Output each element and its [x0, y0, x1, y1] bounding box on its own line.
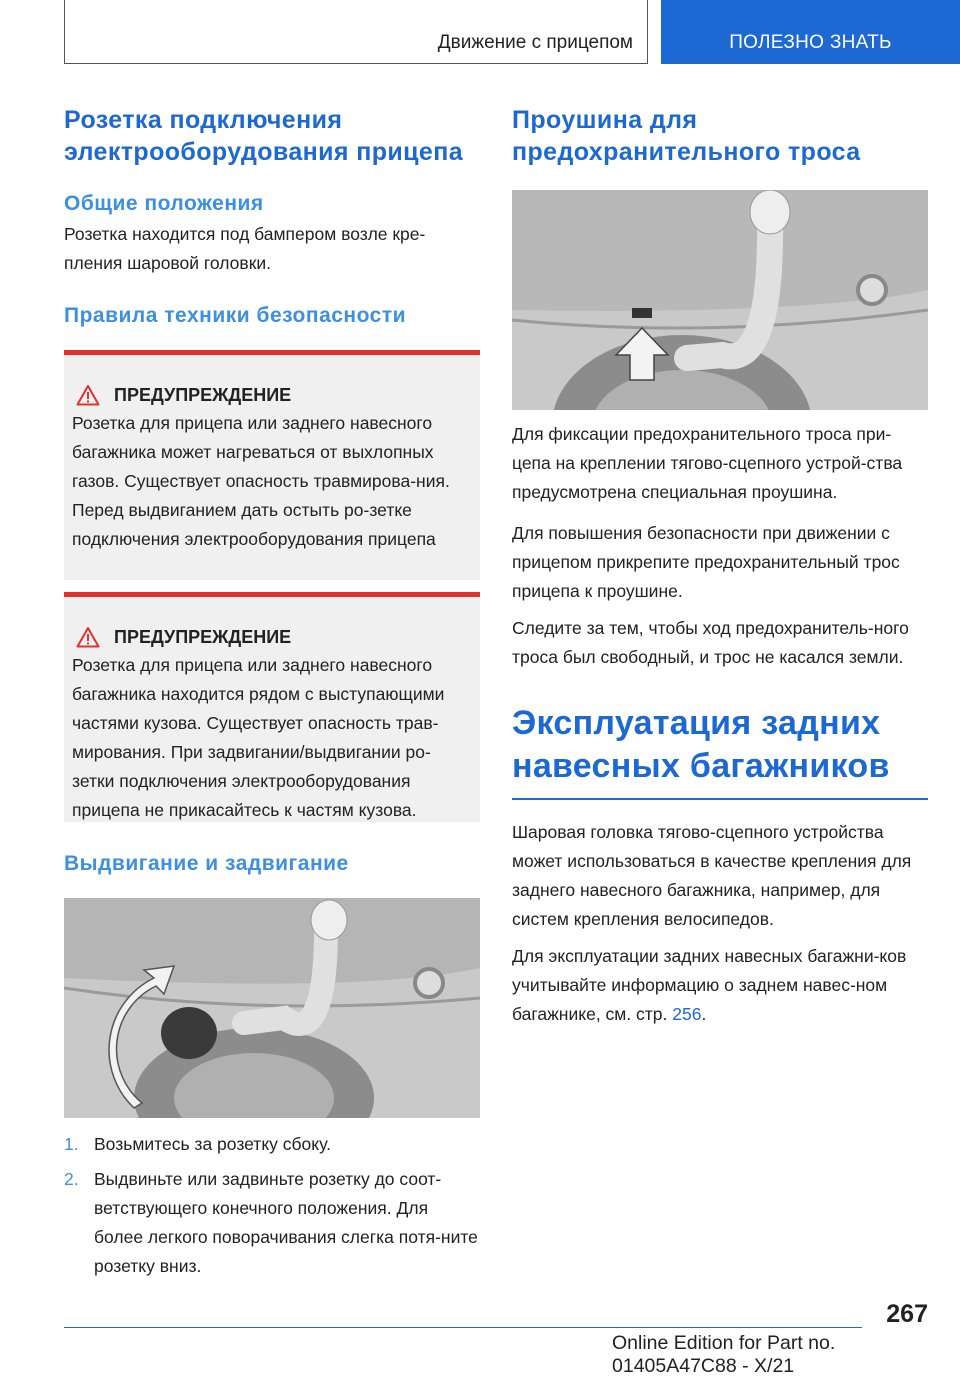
header-section-title: Движение с прицепом: [437, 32, 633, 53]
rack-para-1: Шаровая головка тягово-сцепного устройства может использоваться в качестве крепления для заднего навесного багажника, например, для систем крепления велосипедов.: [512, 822, 912, 929]
warning-label: ПРЕДУПРЕЖДЕНИЕ: [114, 627, 292, 647]
page-link[interactable]: 256: [672, 1004, 702, 1024]
right-column: [512, 104, 928, 1029]
eyelet-para-1: Для фиксации предохранительного троса при-цепа на креплении тягово-сцепного устрой-ства предусмотрена специальная проушина.: [512, 424, 903, 502]
rack-para-2: Для эксплуатации задних навесных багажни-ков учитывайте информацию о заднем навес-ном багажнике, см. стр. 256.: [512, 946, 907, 1024]
safety-heading: Правила техники безопасности: [64, 304, 407, 327]
extend-heading: Выдвигание и задвигание: [64, 852, 349, 875]
left-column: [64, 104, 480, 1281]
socket-title: Розетка подключения электрооборудования прицепа: [64, 106, 464, 166]
steps-list: [64, 1130, 480, 1281]
eyelet-para-2: Для повышения безопасности при движении с прицепом прикрепите предохранительный трос прицепа к проушине.: [512, 523, 900, 601]
eyelet-title: Проушина для предохранительного троса: [512, 106, 861, 166]
general-text: Розетка находится под бампером возле кре-пления шаровой головки.: [64, 224, 426, 273]
warning-label: ПРЕДУПРЕЖДЕНИЕ: [114, 385, 292, 405]
header-tab-label: ПОЛЕЗНО ЗНАТЬ: [729, 32, 892, 53]
warning-box: [64, 592, 480, 822]
warning-triangle-icon: [76, 384, 100, 406]
warning-triangle-icon: [76, 626, 100, 648]
warning-text: Розетка для прицепа или заднего навесного багажника может нагреваться от выхлопных газов. Существует опасность травмирова-ния. Перед выдвиганием дать остыть ро-зетке подключения электрооборудования прицепа: [72, 413, 450, 549]
eyelet-para-3: Следите за тем, чтобы ход предохранитель-ного троса был свободный, и трос не касался земли.: [512, 618, 909, 667]
header-section-box: [64, 0, 648, 64]
general-heading: Общие положения: [64, 192, 264, 215]
list-item: 2. Выдвиньте или задвиньте розетку до соот-ветствующего конечного положения. Для более легкого поворачивания слегка потя-ните розетку вниз.: [64, 1169, 478, 1276]
header-tab[interactable]: [661, 0, 960, 64]
footer-rule: [64, 1327, 862, 1328]
warning-text: Розетка для прицепа или заднего навесного багажника находится рядом с выступающими частями кузова. Существует опасность трав-мирования. При задвигании/выдвигании ро-зетки подключения электрооборудования прицепа не прикасайтесь к частям кузова.: [72, 655, 445, 820]
edition-text: Online Edition for Part no. 01405A47C88 - X/21: [612, 1332, 836, 1377]
rack-heading: Эксплуатация задних навесных багажников: [512, 704, 890, 785]
socket-photo: [64, 898, 480, 1118]
eyelet-photo: [512, 190, 928, 410]
warning-box: [64, 350, 480, 580]
heading-rule: [512, 798, 928, 800]
list-item: 1. Возьмитесь за розетку сбоку.: [64, 1134, 332, 1154]
page-number: 267: [886, 1300, 928, 1328]
